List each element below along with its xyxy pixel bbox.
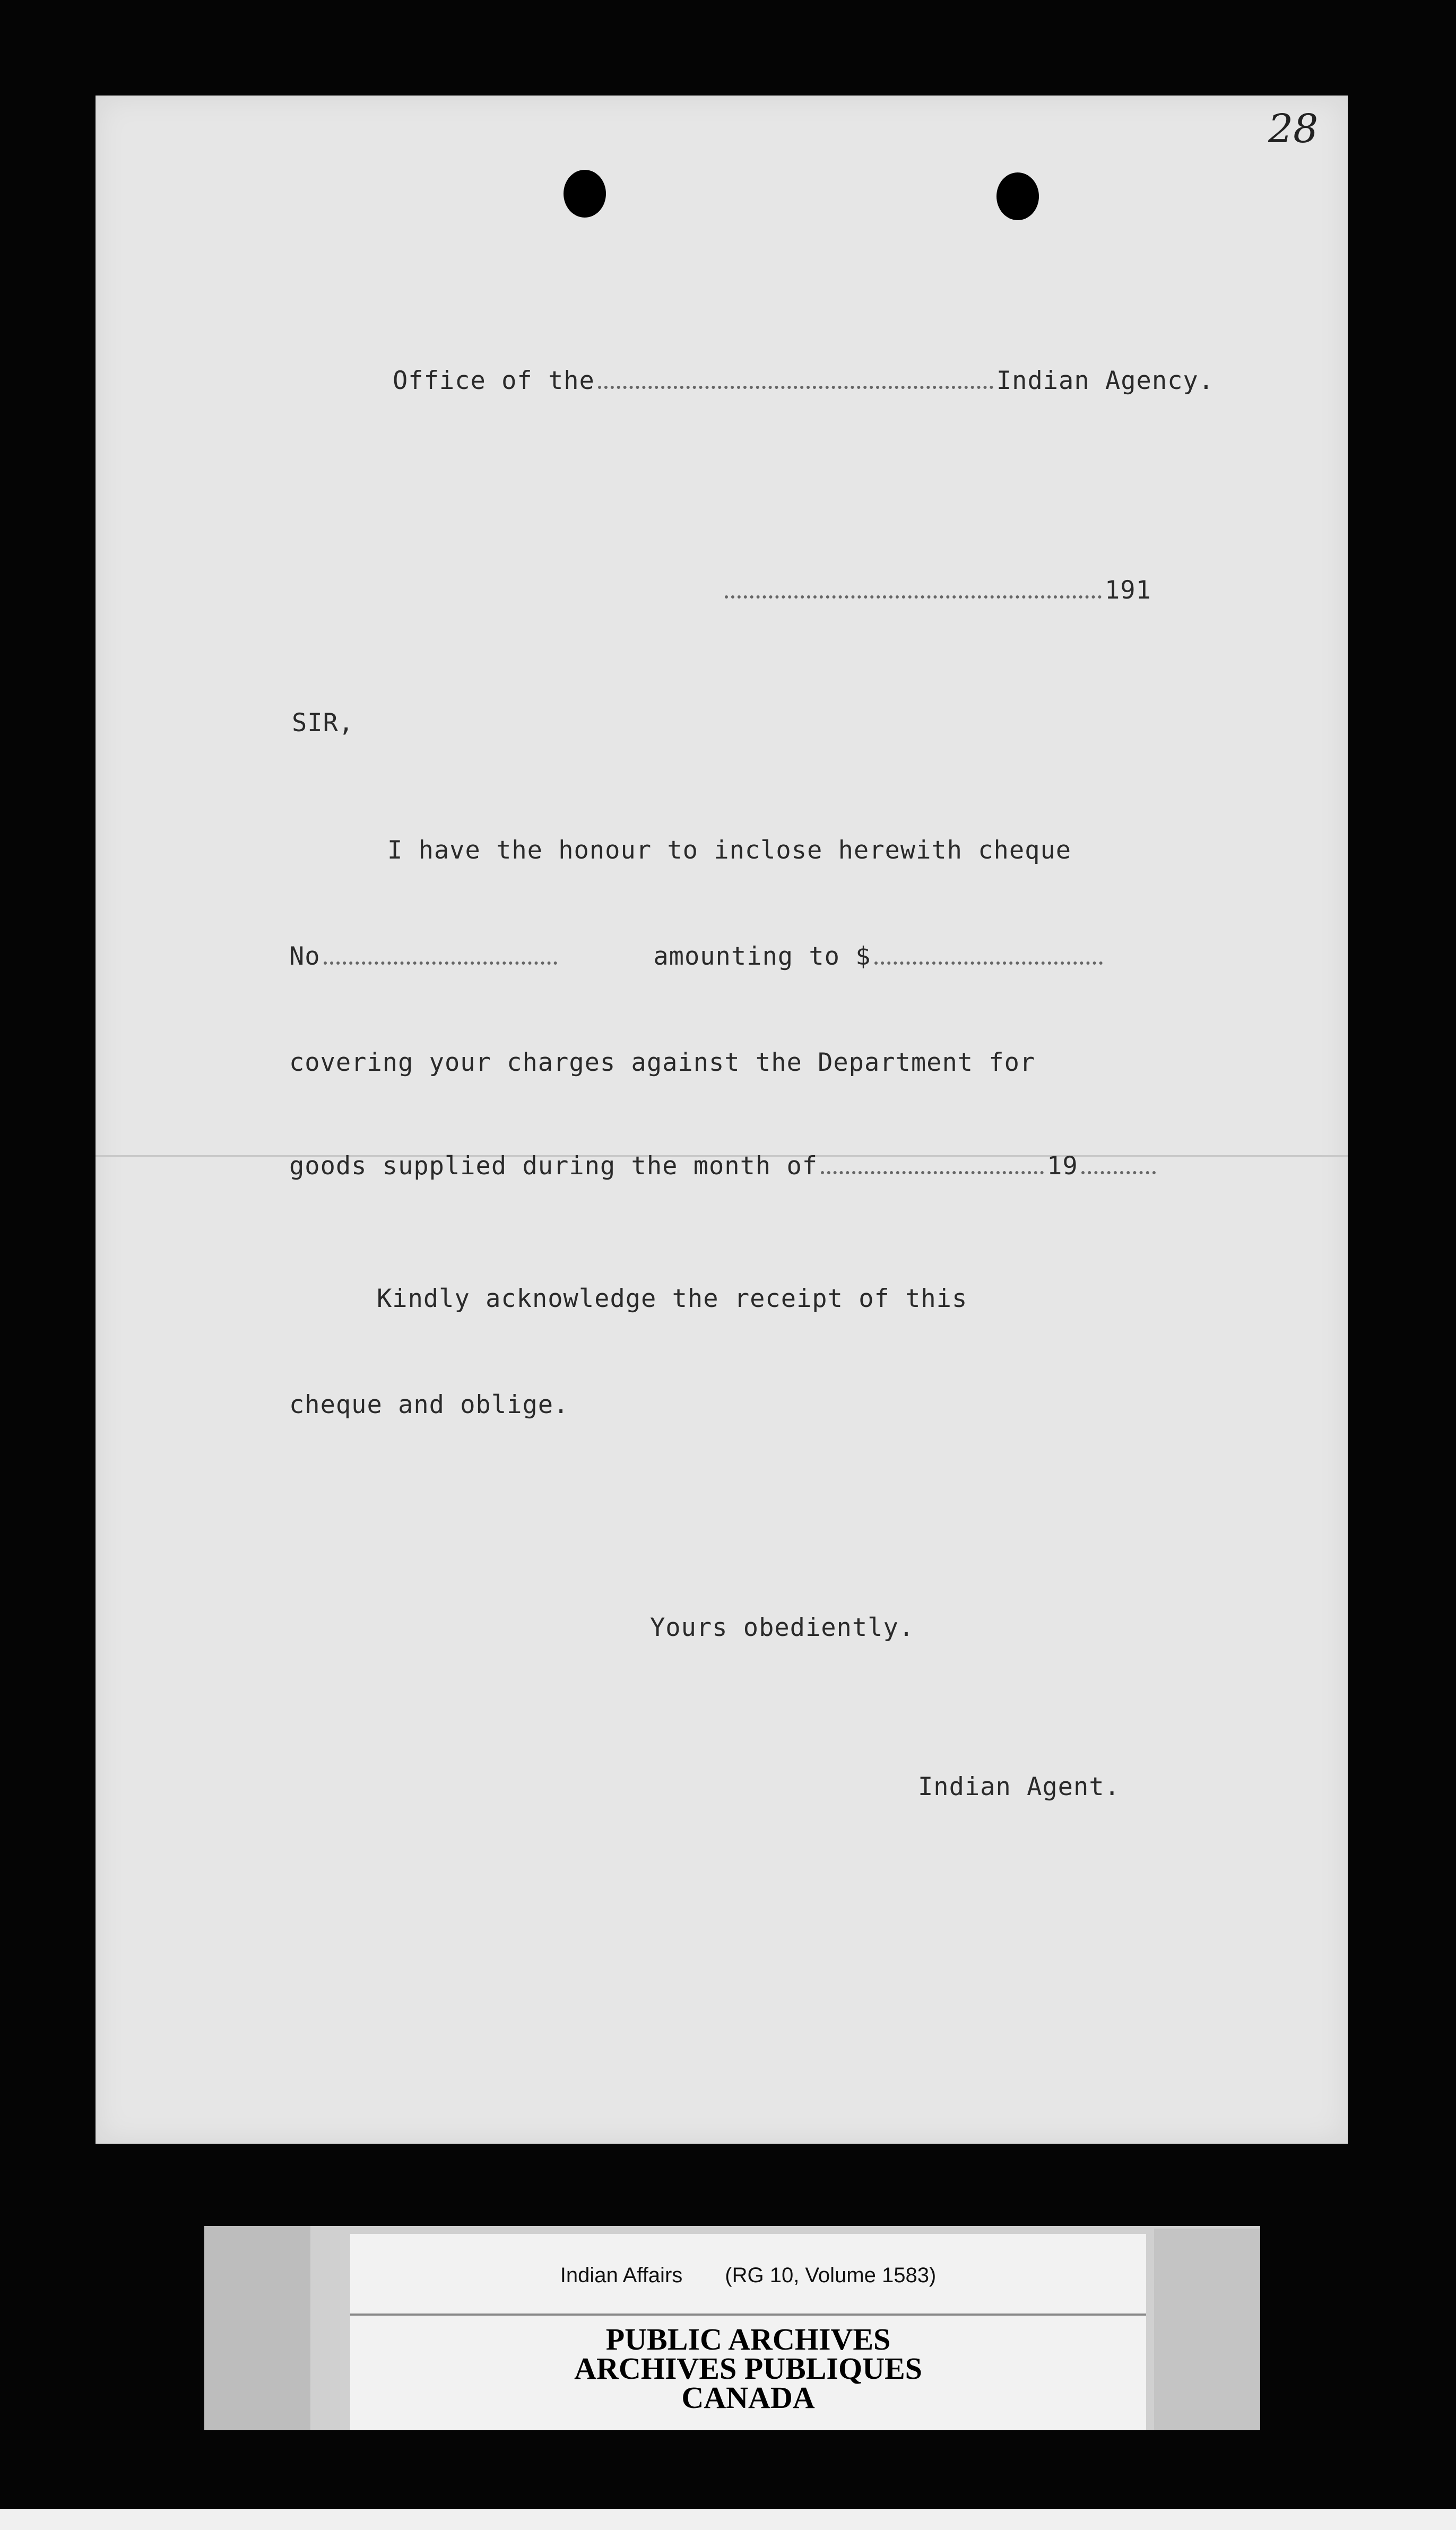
collection-name: Indian Affairs (560, 2264, 683, 2287)
page-number: 28 (1268, 106, 1319, 152)
body-line-2 (289, 942, 1106, 971)
cheque-number-label: No (289, 942, 320, 971)
office-suffix: Indian Agency. (996, 366, 1215, 395)
signature-line: Indian Agent. (918, 1772, 1120, 1801)
date-year: 191 (1105, 576, 1151, 605)
office-prefix: Office of the (393, 366, 595, 395)
document-page (96, 96, 1348, 2144)
label-tab-right (1154, 2229, 1260, 2430)
closing: Yours obediently. (650, 1613, 915, 1642)
blank-dotted-line (598, 379, 993, 389)
bottom-edge (0, 2509, 1456, 2530)
body-line-6: cheque and oblige. (289, 1390, 569, 1419)
archive-title-french: ARCHIVES PUBLIQUES (574, 2351, 922, 2386)
blank-dotted-line (324, 955, 557, 965)
archive-title-english: PUBLIC ARCHIVES (605, 2322, 891, 2356)
archive-country: CANADA (681, 2380, 815, 2415)
blank-dotted-line (725, 589, 1102, 599)
salutation: SIR, (292, 708, 354, 738)
volume-reference: (RG 10, Volume 1583) (725, 2264, 937, 2287)
punch-hole-left (564, 170, 606, 218)
body-line-5: Kindly acknowledge the receipt of this (377, 1284, 968, 1313)
label-tab-left (204, 2226, 310, 2430)
label-header (350, 2264, 1146, 2288)
punch-hole-right (996, 172, 1039, 220)
label-divider (350, 2314, 1146, 2316)
archive-label (350, 2234, 1146, 2430)
amount-label: amounting to $ (653, 942, 871, 971)
month-year: 19 (1047, 1151, 1078, 1181)
office-line (393, 366, 1214, 395)
body-line-4 (289, 1151, 1159, 1181)
blank-dotted-line (1081, 1165, 1156, 1174)
month-label: goods supplied during the month of (289, 1151, 818, 1181)
body-line-3: covering your charges against the Department for (289, 1048, 1036, 1077)
body-line-1: I have the honour to inclose herewith cheque (387, 836, 1072, 865)
date-line (722, 576, 1151, 605)
blank-dotted-line (874, 955, 1103, 965)
blank-dotted-line (821, 1165, 1044, 1174)
